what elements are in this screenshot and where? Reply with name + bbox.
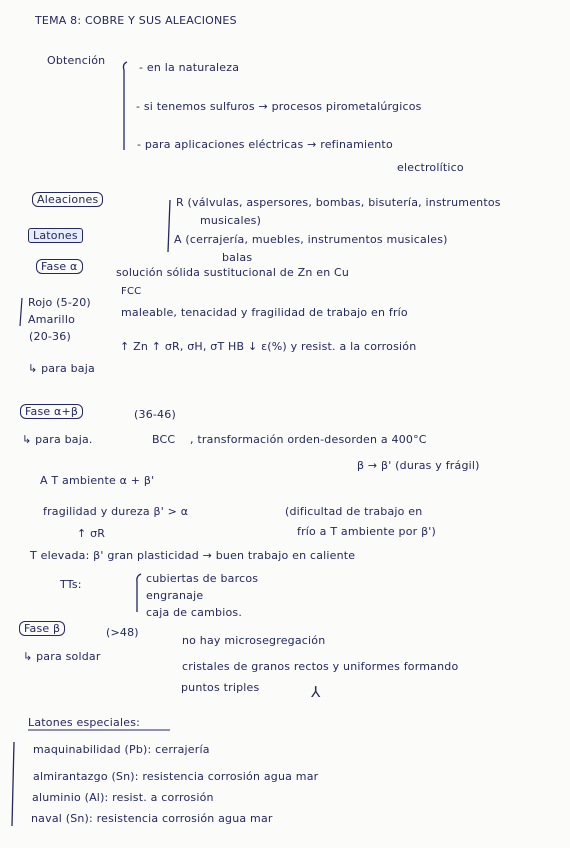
fase-b-line: cristales de granos rectos y uniformes formando bbox=[182, 660, 459, 673]
fase-ab-sigma: ↑ σR bbox=[77, 527, 106, 540]
fase-alfa-amarillo: Amarillo bbox=[28, 313, 76, 326]
aleaciones-r-line: R (válvulas, aspersores, bombas, bisutería, instrumentos bbox=[176, 196, 501, 209]
fase-ab-dific: frío a T ambiente por β') bbox=[297, 525, 437, 538]
fase-alfa-fcc: FCC bbox=[121, 286, 142, 297]
fase-ab-transf: , transformación orden-desorden a 400°C bbox=[190, 433, 427, 446]
obtencion-item: electrolítico bbox=[397, 161, 464, 174]
fase-b-line: puntos triples bbox=[181, 681, 260, 694]
especiales-label: Latones especiales: bbox=[28, 716, 141, 729]
fase-alfa-label: Fase α bbox=[36, 259, 83, 274]
fase-alfa-rojo: Rojo (5-20) bbox=[28, 296, 91, 309]
fase-ab-beta: β → β' (duras y frágil) bbox=[357, 459, 480, 472]
triple-point-mark: ⅄ bbox=[311, 683, 321, 701]
fase-alfa-baja: ↳ para baja bbox=[28, 362, 95, 375]
fase-alfa-props: ↑ Zn ↑ σR, σH, σT HB ↓ ε(%) y resist. a la corrosión bbox=[120, 340, 417, 353]
fase-ab-televada: T elevada: β' gran plasticidad → buen trabajo en caliente bbox=[30, 549, 356, 562]
fase-ab-tts-item: caja de cambios. bbox=[146, 606, 243, 619]
fase-ab-tamb: A T ambiente α + β' bbox=[40, 474, 155, 487]
especiales-item: naval (Sn): resistencia corrosión agua mar bbox=[31, 812, 273, 825]
fase-ab-tts-item: engranaje bbox=[146, 589, 204, 602]
fase-b-line: no hay microsegregación bbox=[182, 634, 326, 647]
obtencion-item: - para aplicaciones eléctricas → refinamiento bbox=[137, 138, 393, 151]
obtencion-item: - en la naturaleza bbox=[139, 61, 240, 74]
fase-ab-tts-item: cubiertas de barcos bbox=[146, 572, 259, 585]
aleaciones-r-line: musicales) bbox=[200, 214, 262, 227]
fase-alfa-desc: solución sólida sustitucional de Zn en Cu bbox=[116, 266, 350, 279]
fase-b-range: (>48) bbox=[106, 626, 139, 639]
especiales-item: aluminio (Al): resist. a corrosión bbox=[32, 791, 214, 804]
fase-ab-dific: (dificultad de trabajo en bbox=[285, 505, 423, 518]
aleaciones-a-line: balas bbox=[222, 251, 253, 264]
page-title: TEMA 8: COBRE Y SUS ALEACIONES bbox=[35, 14, 237, 27]
obtencion-label: Obtención bbox=[47, 54, 106, 67]
obtencion-item: - si tenemos sulfuros → procesos pirometalúrgicos bbox=[136, 100, 422, 113]
fase-alfa-maleable: maleable, tenacidad y fragilidad de trabajo en frío bbox=[121, 306, 408, 319]
fase-ab-baja: ↳ para baja. bbox=[22, 433, 93, 446]
fase-alfa-range: (20-36) bbox=[29, 330, 71, 343]
fase-b-label: Fase β bbox=[19, 621, 65, 636]
latones-label: Latones bbox=[28, 228, 83, 243]
fase-b-soldar: ↳ para soldar bbox=[23, 650, 101, 663]
fase-ab-frag: fragilidad y dureza β' > α bbox=[43, 505, 189, 518]
fase-ab-tts-label: TTs: bbox=[60, 578, 82, 591]
aleaciones-a-line: A (cerrajería, muebles, instrumentos musicales) bbox=[174, 233, 448, 246]
fase-ab-bcc: BCC bbox=[152, 433, 176, 446]
aleaciones-label: Aleaciones bbox=[32, 192, 103, 207]
especiales-item: almirantazgo (Sn): resistencia corrosión agua mar bbox=[33, 770, 319, 783]
fase-ab-label: Fase α+β bbox=[20, 404, 83, 419]
fase-ab-range: (36-46) bbox=[134, 408, 176, 421]
especiales-item: maquinabilidad (Pb): cerrajería bbox=[33, 743, 210, 756]
